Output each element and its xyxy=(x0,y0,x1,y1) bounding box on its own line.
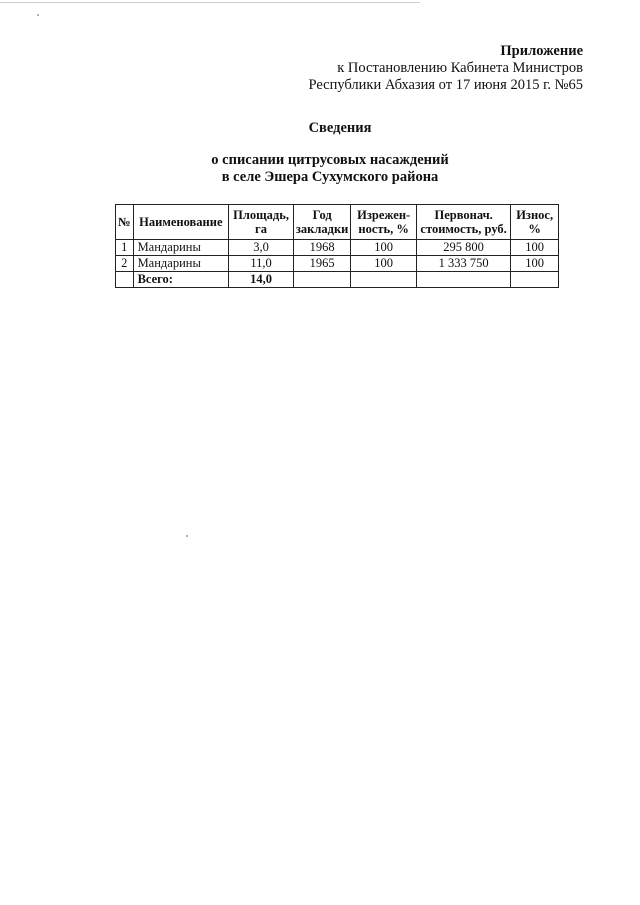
header-year: Год закладки xyxy=(293,205,350,240)
cell-name: Мандарины xyxy=(133,240,229,256)
write-off-table xyxy=(115,204,559,288)
document-title: Сведения xyxy=(308,120,372,136)
subtitle-line-1: о списании цитрусовых насаждений xyxy=(211,152,449,168)
table-header-row xyxy=(116,205,559,240)
table-row xyxy=(116,256,559,272)
header-sparseness: Изрежен- ность, % xyxy=(351,205,417,240)
appendix-line-2: Республики Абхазия от 17 июня 2015 г. №65 xyxy=(308,77,583,93)
cell-wear: 100 xyxy=(511,256,559,272)
cell-area: 11,0 xyxy=(229,256,294,272)
cell-year: 1965 xyxy=(293,256,350,272)
cell-sparseness: 100 xyxy=(351,240,417,256)
header-name: Наименование xyxy=(133,205,229,240)
subtitle-line-2: в селе Эшера Сухумского района xyxy=(221,169,439,185)
table-total-row xyxy=(116,272,559,288)
table-row xyxy=(116,240,559,256)
cell-year: 1968 xyxy=(293,240,350,256)
cell-initial-cost: 1 333 750 xyxy=(416,256,510,272)
document-subtitle xyxy=(0,152,640,186)
header-wear: Износ, % xyxy=(511,205,559,240)
header-initial-cost: Первонач. стоимость, руб. xyxy=(416,205,510,240)
total-area: 14,0 xyxy=(229,272,294,288)
scan-speck xyxy=(37,14,39,16)
cell-name: Мандарины xyxy=(133,256,229,272)
appendix-header xyxy=(308,43,583,94)
scan-edge-line xyxy=(0,2,420,3)
cell-sparseness: 100 xyxy=(351,256,417,272)
cell-empty xyxy=(511,272,559,288)
cell-empty xyxy=(416,272,510,288)
cell-num: 1 xyxy=(116,240,134,256)
total-label: Всего: xyxy=(133,272,229,288)
header-num: № xyxy=(116,205,134,240)
scan-speck xyxy=(186,535,188,537)
cell-wear: 100 xyxy=(511,240,559,256)
cell-area: 3,0 xyxy=(229,240,294,256)
appendix-title: Приложение xyxy=(500,43,583,59)
header-area: Площадь, га xyxy=(229,205,294,240)
cell-initial-cost: 295 800 xyxy=(416,240,510,256)
cell-empty xyxy=(116,272,134,288)
cell-empty xyxy=(293,272,350,288)
cell-num: 2 xyxy=(116,256,134,272)
cell-empty xyxy=(351,272,417,288)
appendix-line-1: к Постановлению Кабинета Министров xyxy=(337,60,583,76)
